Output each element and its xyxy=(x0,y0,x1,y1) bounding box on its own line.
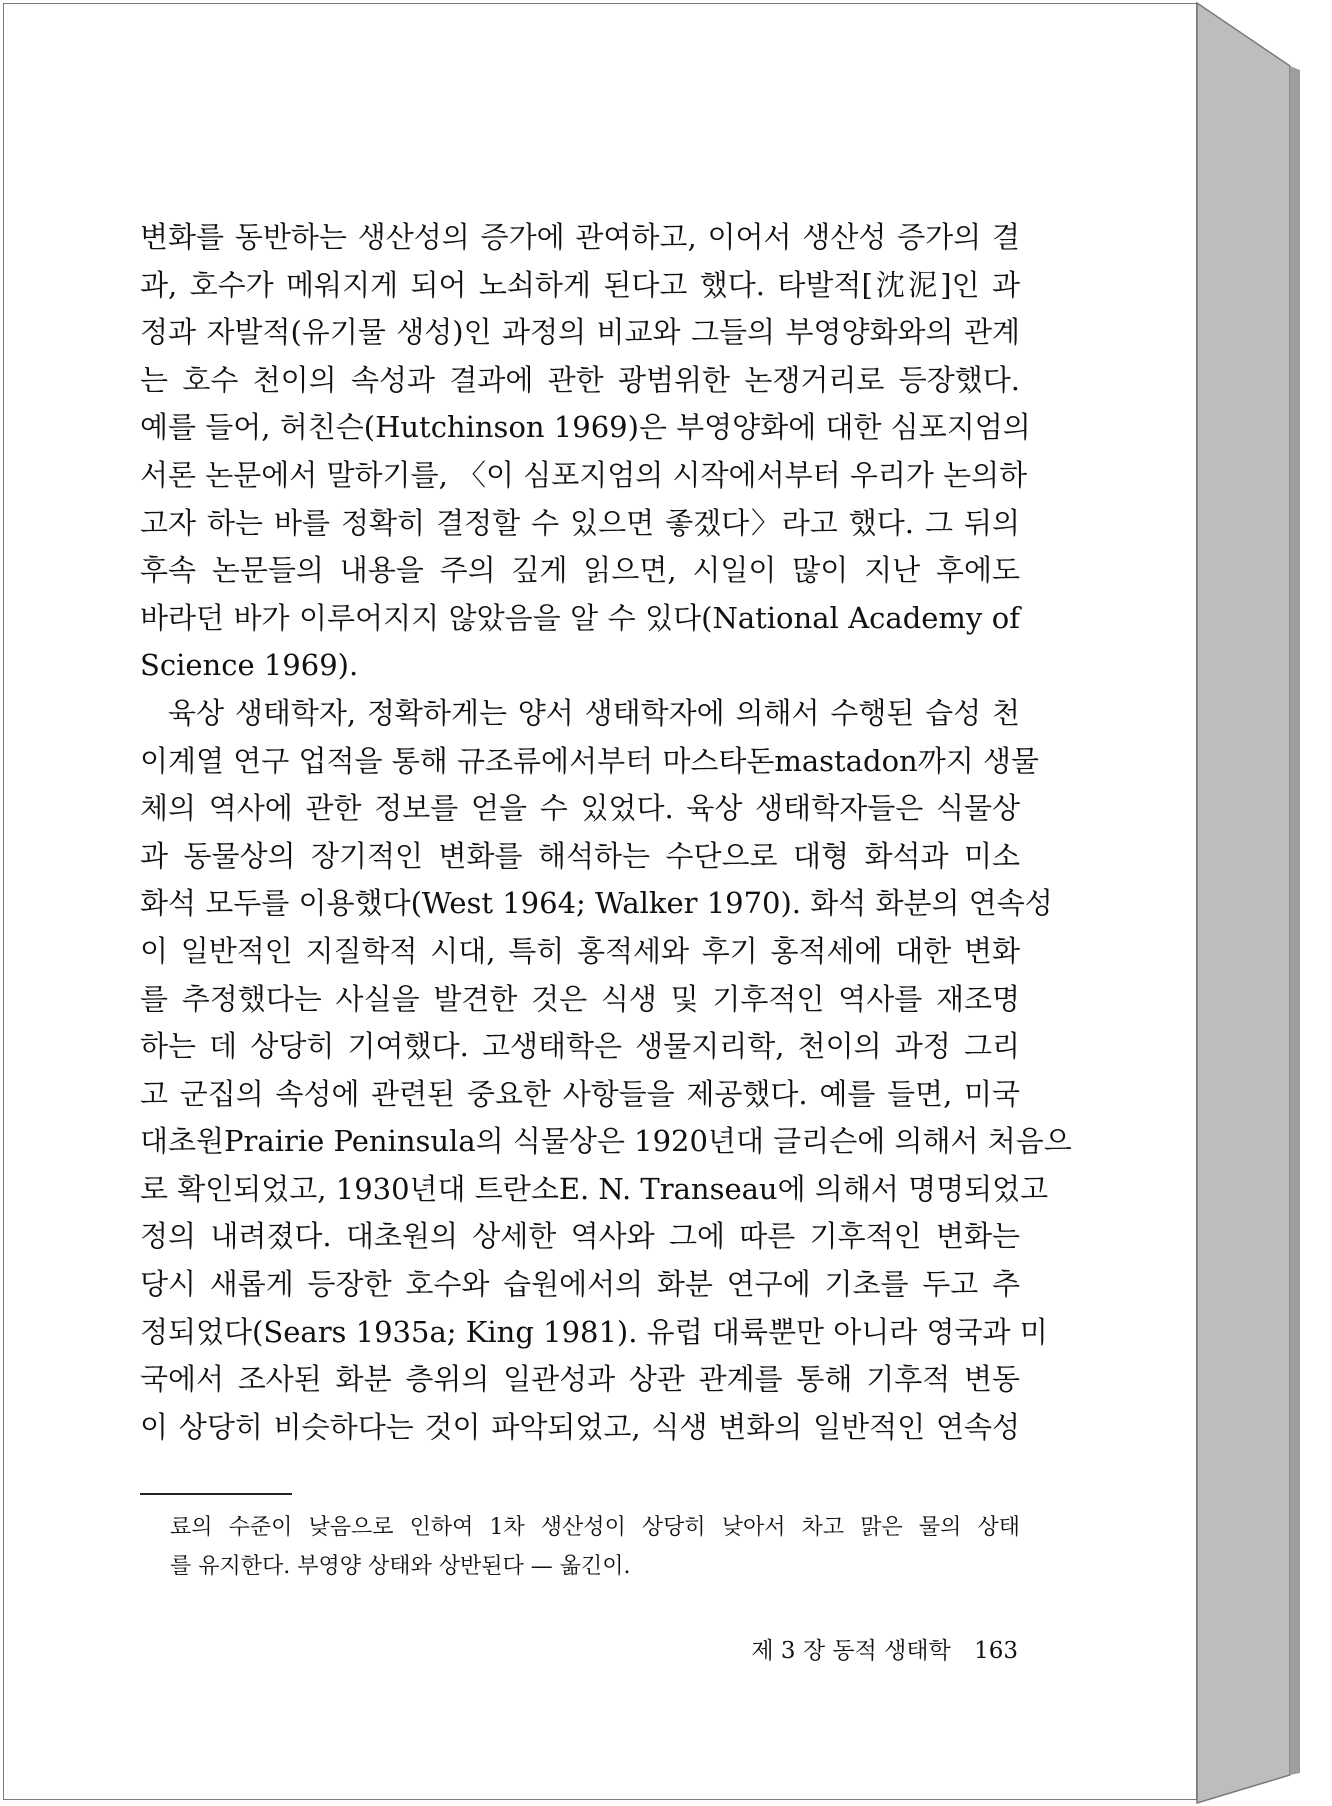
footnote-line: 료의 수준이 낮음으로 인하여 1차 생산성이 상당히 낮아서 차고 맑은 물의 상태 xyxy=(170,1515,1020,1540)
text-line: 정의 내려졌다. 대초원의 상세한 역사와 그에 따른 기후적인 변화는 xyxy=(140,1219,1020,1254)
text-line: 하는 데 상당히 기여했다. 고생태학은 생물지리학, 천이의 과정 그리 xyxy=(140,1029,1020,1064)
text-line: 이계열 연구 업적을 통해 규조류에서부터 마스타돈mastadon까지 생물 xyxy=(140,743,1039,778)
text-line: 정되었다(Sears 1935a; King 1981). 유럽 대륙뿐만 아니라 영국과 미 xyxy=(140,1314,1048,1349)
text-line: 대초원Prairie Peninsula의 식물상은 1920년대 글리슨에 의해서 처음으 xyxy=(140,1124,1072,1159)
text-line: 과, 호수가 메워지게 되어 노쇠하게 된다고 했다. 타발적[沈泥]인 과 xyxy=(140,267,1020,302)
text-line: 이 일반적인 지질학적 시대, 특히 홍적세와 후기 홍적세에 대한 변화 xyxy=(140,933,1020,968)
text-line: 서론 논문에서 말하기를, 〈이 심포지엄의 시작에서부터 우리가 논의하 xyxy=(140,457,1028,492)
text-line: 과 동물상의 장기적인 변화를 해석하는 수단으로 대형 화석과 미소 xyxy=(140,838,1020,873)
text-line: 는 호수 천이의 속성과 결과에 관한 광범위한 논쟁거리로 등장했다. xyxy=(140,362,1020,397)
page-number: 163 xyxy=(974,1638,1018,1664)
text-line: 화석 모두를 이용했다(West 1964; Walker 1970). 화석 화분의 연속성 xyxy=(140,886,1053,921)
text-line: 육상 생태학자, 정확하게는 양서 생태학자에 의해서 수행된 습성 천 xyxy=(168,695,1020,730)
running-footer xyxy=(751,1632,1018,1665)
text-line: 예를 들어, 허친슨(Hutchinson 1969)은 부영양화에 대한 심포지엄의 xyxy=(140,410,1031,445)
text-line: 바라던 바가 이루어지지 않았음을 알 수 있다(National Academy of xyxy=(140,600,1020,635)
text-line: Science 1969). xyxy=(140,648,359,683)
chapter-title: 제 3 장 동적 생태학 xyxy=(751,1638,951,1664)
text-line: 로 확인되었고, 1930년대 트란소E. N. Transeau에 의해서 명명되었고 xyxy=(140,1171,1049,1206)
text-line: 체의 역사에 관한 정보를 얻을 수 있었다. 육상 생태학자들은 식물상 xyxy=(140,791,1020,826)
text-line: 후속 논문들의 내용을 주의 깊게 읽으면, 시일이 많이 지난 후에도 xyxy=(140,553,1020,588)
text-line: 를 추정했다는 사실을 발견한 것은 식생 및 기후적인 역사를 재조명 xyxy=(140,981,1020,1016)
text-line: 정과 자발적(유기물 생성)인 과정의 비교와 그들의 부영양화와의 관계 xyxy=(140,315,1020,350)
text-line: 고자 하는 바를 정확히 결정할 수 있으면 좋겠다〉라고 했다. 그 뒤의 xyxy=(140,505,1020,540)
text-line: 변화를 동반하는 생산성의 증가에 관여하고, 이어서 생산성 증가의 결 xyxy=(140,220,1020,254)
text-line: 국에서 조사된 화분 층위의 일관성과 상관 관계를 통해 기후적 변동 xyxy=(140,1362,1020,1397)
body-text xyxy=(140,214,1072,1451)
text-line: 당시 새롭게 등장한 호수와 습원에서의 화분 연구에 기초를 두고 추 xyxy=(140,1267,1020,1302)
footnote xyxy=(170,1508,1020,1586)
text-line: 이 상당히 비슷하다는 것이 파악되었고, 식생 변화의 일반적인 연속성 xyxy=(140,1409,1020,1444)
footnote-divider xyxy=(140,1493,292,1495)
text-line: 고 군집의 속성에 관련된 중요한 사항들을 제공했다. 예를 들면, 미국 xyxy=(140,1076,1020,1111)
footnote-line: 를 유지한다. 부영양 상태와 상반된다 — 옮긴이. xyxy=(170,1554,631,1579)
